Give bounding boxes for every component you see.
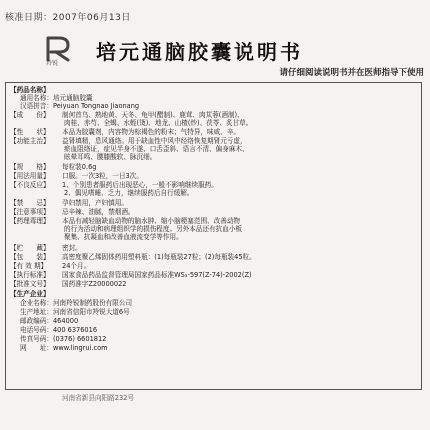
storage-row — [10, 244, 82, 252]
brand-name: 羚锐 — [46, 60, 59, 67]
ingredients-line-1: 制何首乌、熟地黄、天冬、龟甲(醋制)、鹿茸、肉苁蓉(酒制)、 — [62, 111, 244, 119]
pharmacology-line-1: 本品有减轻脑缺血动物的脑水肿、缩小脑梗塞范围、改善动物 — [62, 217, 241, 225]
spec-value: 每粒装0.6g — [62, 163, 97, 171]
precautions-label: 【注意事项】 — [10, 208, 50, 216]
contra-row — [10, 199, 128, 207]
precautions-row — [10, 208, 135, 216]
common-name-label: 通用名称： — [20, 94, 53, 102]
standard-value: 国家食品药品监督管理局国家药品标准WS₃-597(Z-74)-2002(Z) — [62, 271, 252, 279]
website-value: www.lingrui.com — [52, 344, 108, 352]
phone-row — [20, 326, 97, 334]
pharmacology-row — [10, 217, 240, 225]
postcode-value: 464000 — [52, 317, 79, 325]
phone-label: 电话号码： — [20, 326, 53, 334]
character-label: 【性 状】 — [10, 128, 50, 136]
character-value: 本品为胶囊剂，内容物为棕褐色的粉末；气特异，味咸、辛。 — [62, 128, 241, 136]
dosage-label: 【用法用量】 — [10, 172, 50, 180]
approval-number-row — [10, 280, 126, 288]
manufacturer-value: 河南羚锐制药股份有限公司 — [52, 299, 133, 307]
indications-line-3: 眩晕耳鸣、腰膝酸软、脉沉细。 — [64, 153, 157, 161]
spec-row — [10, 163, 96, 171]
standard-row — [10, 271, 252, 279]
fax-value: (0376) 6601812 — [52, 335, 107, 343]
section-drug-name: 【药品名称】 — [10, 86, 50, 94]
pinyin-value: Peiyuan Tongnao Jiaonang — [52, 102, 140, 110]
ingredients-line-2: 肉桂、赤芍、全蝎、水蛭(烫)、地龙、山楂(炒)、茯苓、炙甘草。 — [64, 119, 253, 127]
approval-number-value: 国药准字Z20000022 — [62, 280, 127, 288]
postcode-row — [20, 317, 78, 325]
storage-label: 【贮 藏】 — [10, 244, 50, 252]
indications-row — [10, 137, 247, 145]
validity-row — [10, 262, 90, 270]
standard-label: 【执行标准】 — [10, 271, 50, 279]
contra-label: 【禁 忌】 — [10, 199, 50, 207]
section-manufacturer: 【生产企业】 — [10, 290, 50, 298]
spec-label: 【规 格】 — [10, 163, 50, 171]
pinyin-label: 汉语拼音： — [20, 102, 53, 110]
storage-value: 密封。 — [62, 244, 82, 252]
content-box — [5, 82, 422, 390]
contra-value: 孕妇禁用，产妇慎用。 — [62, 199, 128, 207]
footer-address: 河南省新县向阳路232号 — [62, 394, 134, 402]
ingredients-label: 【成 份】 — [10, 111, 50, 119]
adverse-line-1: 1、个别患者服药后出现恶心，一般不影响继续服药。 — [62, 181, 218, 189]
approval-date: 核准日期：2007年06月13日 — [5, 13, 131, 23]
website-row — [20, 344, 108, 352]
indications-line-2: 瘀血阻络证，症见半身不遂、口舌歪斜、语言不清、偏身麻木、 — [64, 145, 249, 153]
common-name-row — [20, 94, 93, 102]
manufacturer-label: 企业名称： — [20, 299, 53, 307]
fax-row — [20, 335, 106, 343]
adverse-line-2: 2、偶见嗜睡、乏力，继续服药后自行缓解。 — [64, 189, 194, 197]
address-value: 河南省信阳市羚锐大道6号 — [52, 308, 130, 316]
adverse-row — [10, 181, 218, 189]
ingredients-row — [10, 111, 244, 119]
dosage-value: 口服。一次3粒，一日3次。 — [62, 172, 143, 180]
pinyin-row — [20, 102, 139, 110]
package-label: 【包 装】 — [10, 253, 50, 261]
fax-label: 传真号码： — [20, 335, 53, 343]
postcode-label: 邮政编码： — [20, 317, 53, 325]
document-title: 培元通脑胶囊说明书 — [96, 40, 303, 64]
adverse-label: 【不良反应】 — [10, 181, 50, 189]
common-name-value: 培元通脑胶囊 — [52, 94, 93, 102]
package-row — [10, 253, 256, 261]
validity-value: 24个月。 — [62, 262, 91, 270]
address-row — [20, 308, 130, 316]
pharmacology-line-2: 的行为活动和病理组织学的损伤程度。另外本品还有抗血小板 — [64, 225, 243, 233]
approval-number-label: 【批准文号】 — [10, 280, 50, 288]
document-subtitle: 请仔细阅读说明书并在医师指导下使用 — [279, 68, 424, 78]
address-label: 生产地址： — [20, 308, 53, 316]
precautions-value: 忌辛辣、油腻，禁烟酒。 — [62, 208, 135, 216]
pharmacology-line-3: 聚集、抗凝血和改善血液流变学等作用。 — [64, 233, 183, 241]
indications-label: 【功能主治】 — [10, 137, 50, 145]
indications-line-1: 益肾填精，息风通络。用于缺血性中风中经络恢复期肾元亏虚， — [62, 137, 247, 145]
character-row — [10, 128, 240, 136]
manufacturer-row — [20, 299, 132, 307]
validity-label: 【有 效 期】 — [10, 262, 48, 270]
package-value: 高密度聚乙烯固体药用塑料瓶：(1)每瓶装27粒；(2)每瓶装45粒。 — [62, 253, 256, 261]
dosage-row — [10, 172, 143, 180]
phone-value: 400 6376016 — [52, 326, 98, 334]
website-label: 网 址： — [20, 344, 53, 352]
pharmacology-label: 【药理毒理】 — [10, 217, 50, 225]
